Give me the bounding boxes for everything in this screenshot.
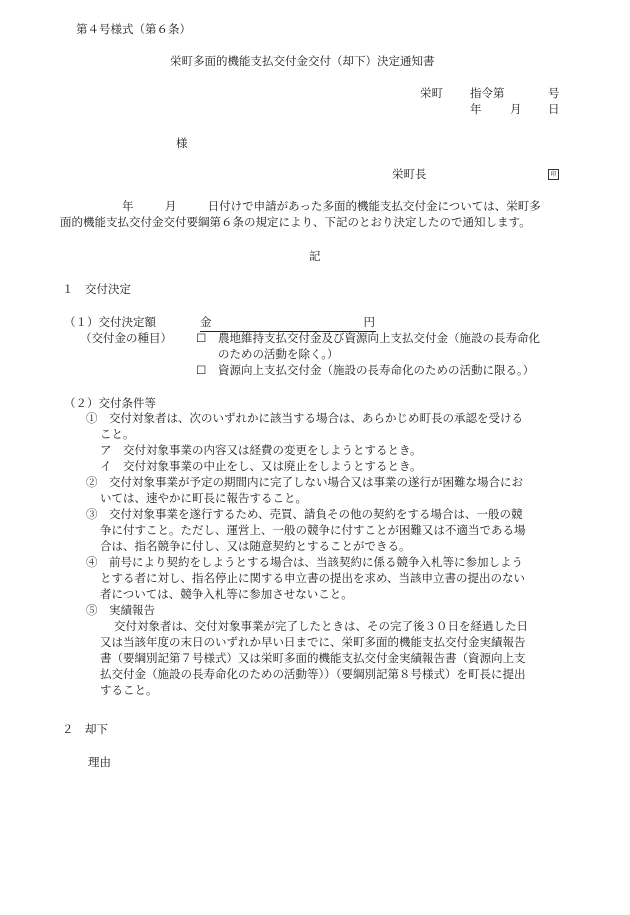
- condition-line: こと。: [100, 427, 135, 441]
- condition-line: ④ 前号により契約をしようとする場合は、当該契約に係る競争入札等に参加しよう: [86, 555, 523, 569]
- type-label: （交付金の種目）: [80, 331, 172, 345]
- form-label: 第４号様式（第６条）: [76, 22, 191, 36]
- intro-line-2: 面的機能支払交付金交付要綱第６条の規定により、下記のとおり決定したので通知します。: [60, 215, 531, 229]
- condition-line: 合は、指名競争に付し、又は随意契約とすることができる。: [100, 539, 411, 553]
- section1-heading: １ 交付決定: [62, 282, 131, 296]
- type2-text: 資源向上支払交付金（施設の長寿命化のための活動に限る。）: [218, 363, 535, 377]
- condition-line: とする者に対し、指名停止に関する申立書の提出を求め、当該申立書の提出のない: [100, 571, 526, 585]
- ki-heading: 記: [309, 249, 321, 263]
- condition-line: ③ 交付対象事業を遂行するため、売買、請負その他の契約をする場合は、一般の競: [86, 507, 523, 521]
- condition-line: ア 交付対象事業の内容又は経費の変更をしようとするとき。: [100, 443, 422, 457]
- doc-number-prefix: 指令第: [470, 86, 505, 100]
- condition-line: 交付対象者は、交付対象事業が完了したときは、その完了後３０日を経過した日: [114, 619, 528, 633]
- amount-prefix: 金: [200, 315, 212, 329]
- amount-suffix: 円: [363, 315, 375, 329]
- date-month: 月: [510, 102, 522, 116]
- type1-line-2: のための活動を除く。）: [218, 347, 339, 361]
- condition-line: イ 交付対象事業の中止をし、又は廃止をしようとするとき。: [100, 459, 422, 473]
- condition-line: ⑤ 実績報告: [86, 603, 155, 617]
- condition-line: 払交付金（施設の長寿命化のための活動等））（要綱別記第８号様式）を町長に提出: [100, 667, 526, 681]
- date-year: 年: [470, 102, 482, 116]
- reason-label: 理由: [88, 755, 111, 769]
- addressee-suffix: 様: [176, 136, 188, 150]
- type1-line-1: 農地維持支払交付金及び資源向上支払交付金（施設の長寿命化: [218, 331, 540, 345]
- condition-line: いては、速やかに町長に報告すること。: [100, 491, 307, 505]
- condition-line: 又は当該年度の末日のいずれか早い日までに、栄町多面的機能支払交付金実績報告: [100, 635, 526, 649]
- condition-line: 争に付すこと。ただし、運営上、一般の競争に付すことが困難又は不適当である場: [100, 523, 526, 537]
- date-day: 日: [548, 102, 560, 116]
- page-title: 栄町多面的機能支払交付金交付（却下）決定通知書: [170, 54, 435, 68]
- condition-line: ① 交付対象者は、次のいずれかに該当する場合は、あらかじめ町長の承認を受ける: [86, 411, 523, 425]
- intro-line-1: [122, 198, 541, 214]
- intro-month: 月: [164, 199, 177, 213]
- doc-number-suffix: 号: [548, 86, 560, 100]
- doc-number-town: 栄町: [420, 86, 443, 100]
- type1-checkbox[interactable]: ☐: [196, 331, 207, 345]
- condition-line: 書（要綱別記第７号様式）又は栄町多面的機能支払交付金実績報告書（資源向上支: [100, 651, 526, 665]
- amount-label: （１）交付決定額: [64, 315, 156, 329]
- intro-rest: 日付けで申請があった多面的機能支払交付金については、栄町多: [207, 199, 541, 213]
- conditions-heading: （２）交付条件等: [64, 396, 156, 410]
- issuer: 栄町長: [392, 167, 427, 181]
- section2-heading: ２ 却下: [62, 722, 108, 736]
- seal-mark: 印: [548, 169, 559, 180]
- intro-year: 年: [122, 199, 134, 213]
- type2-checkbox[interactable]: ☐: [196, 363, 207, 377]
- condition-line: ② 交付対象事業が予定の期間内に完了しない場合又は事業の遂行が困難な場合にお: [86, 475, 523, 489]
- condition-line: すること。: [100, 683, 158, 697]
- condition-line: 者については、競争入札等に参加させないこと。: [100, 587, 353, 601]
